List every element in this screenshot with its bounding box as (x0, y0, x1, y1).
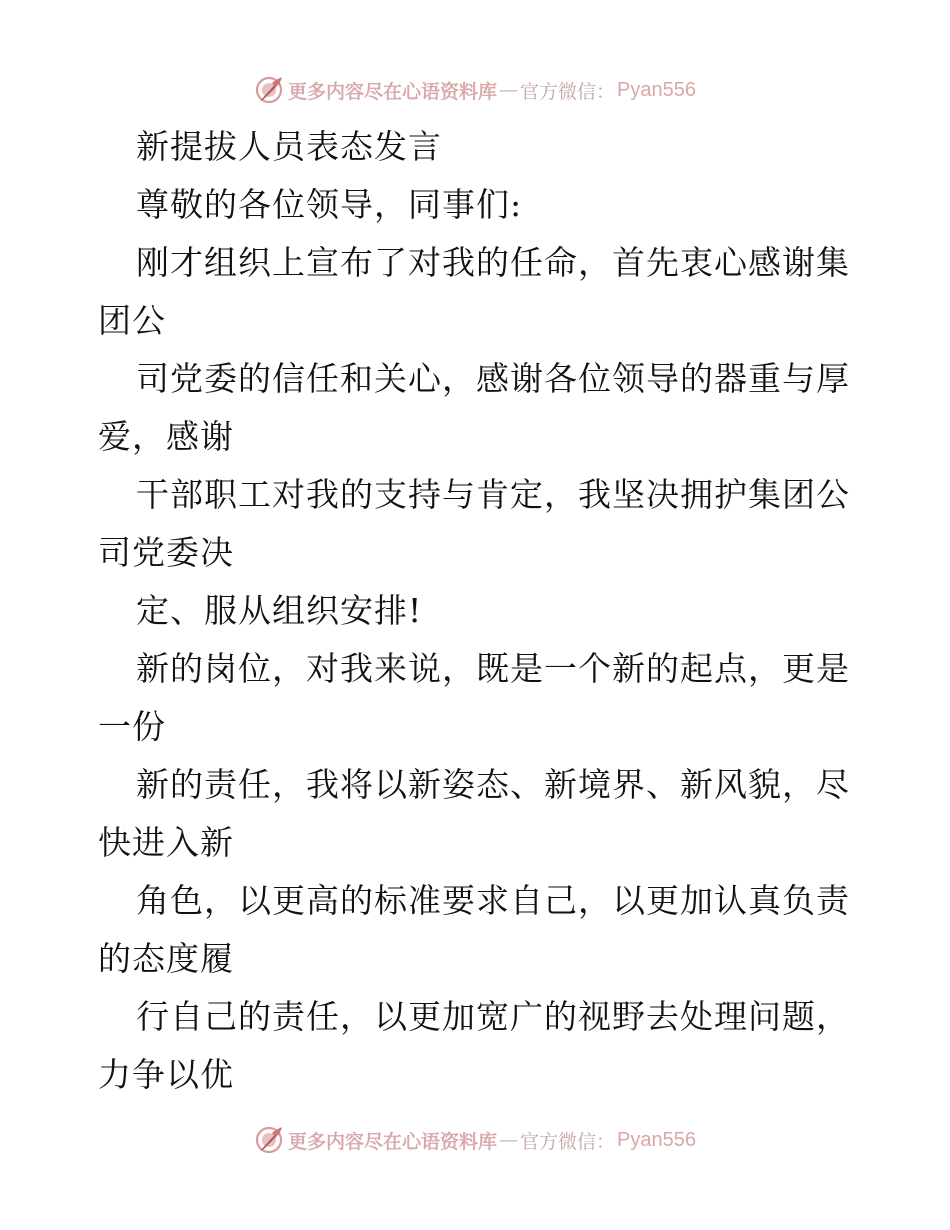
text-line: 定、服从组织安排! (136, 591, 423, 630)
text-line: 新的岗位，对我来说，既是一个新的起点，更是 (136, 649, 850, 688)
salutation: 尊敬的各位领导，同事们: (136, 185, 523, 224)
text-line: 一份 (98, 707, 166, 746)
watermark-dash: — (499, 1129, 519, 1151)
text-line: 爱，感谢 (98, 417, 234, 456)
document-body (98, 118, 858, 1104)
text-line: 刚才组织上宣布了对我的任命，首先衷心感谢集 (136, 243, 850, 282)
text-line: 干部职工对我的支持与肯定，我坚决拥护集团公 (136, 475, 850, 514)
watermark-wechat-label: 官方微信： (520, 80, 616, 103)
text-line: 司党委的信任和关心，感谢各位领导的器重与厚 (136, 359, 850, 398)
text-line: 司党委决 (98, 533, 234, 572)
header-watermark (0, 70, 950, 110)
watermark-text: 更多内容尽在心语资料库 (288, 1130, 498, 1153)
footer-watermark (0, 1120, 950, 1160)
watermark-wechat-label: 官方微信： (520, 1130, 616, 1153)
watermark-wechat-id: Pyan556 (617, 78, 696, 101)
text-line: 行自己的责任，以更加宽广的视野去处理问题， (136, 997, 850, 1036)
text-line: 团公 (98, 301, 166, 340)
text-line: 的态度履 (98, 939, 234, 978)
text-line: 角色，以更高的标准要求自己，以更加认真负责 (136, 881, 850, 920)
watermark-text: 更多内容尽在心语资料库 (288, 80, 498, 103)
quill-logo-icon (254, 75, 284, 105)
watermark-dash: — (499, 79, 519, 101)
quill-logo-icon (254, 1125, 284, 1155)
text-line: 力争以优 (98, 1055, 234, 1094)
text-line: 新的责任，我将以新姿态、新境界、新风貌，尽 (136, 765, 850, 804)
document-title: 新提拔人员表态发言 (136, 127, 442, 166)
watermark-wechat-id: Pyan556 (617, 1128, 696, 1151)
text-line: 快进入新 (98, 823, 234, 862)
